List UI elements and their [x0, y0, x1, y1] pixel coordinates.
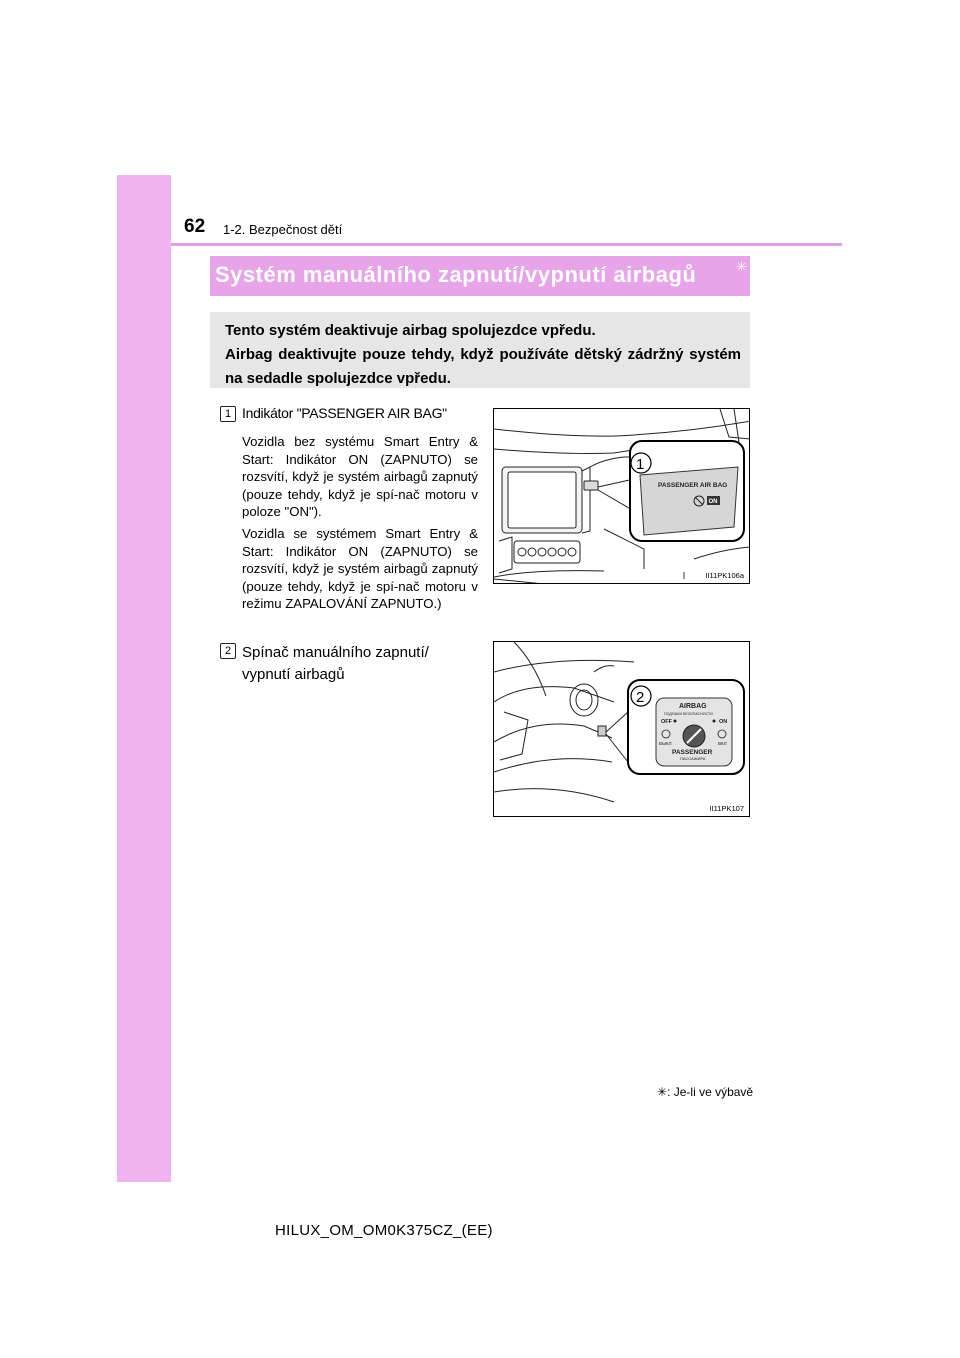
switch-off-label-ru: ВЫКЛ [659, 741, 672, 746]
footnote-mark: ✳ [657, 1085, 668, 1099]
page-title: Systém manuálního zapnutí/vypnutí airbagů [215, 262, 697, 287]
document-code: HILUX_OM_OM0K375CZ_(EE) [275, 1222, 493, 1239]
intro-line-2: Airbag deaktivujte pouze tehdy, když používáte dětský zádržný systém na sedadle spolujezdce vpředu. [225, 346, 741, 387]
intro-line-1: Tento systém deaktivuje airbag spolujezdce vpředu. [225, 322, 596, 339]
header-divider [171, 243, 842, 246]
switch-title: AIRBAG [679, 703, 707, 710]
switch-on-label-ru: ВКЛ [718, 741, 727, 746]
item-1-label: Indikátor "PASSENGER AIR BAG" [242, 405, 447, 421]
panel-label: PASSENGER AIR BAG [658, 482, 728, 489]
chapter-side-tab [117, 175, 171, 1182]
figure-code-2: II11PK107 [709, 804, 744, 813]
item-2-label: Spínač manuálního zapnutí/ vypnutí airbagů [242, 644, 429, 683]
figure-code-1: II11PK106a [705, 571, 744, 580]
optional-equipment-mark: ✳ [736, 259, 747, 274]
item-1-paragraph-2: Vozidla se systémem Smart Entry & Start: Indikátor ON (ZAPNUTO) se rozsvítí, když je systém airbagů zapnutý (pouze tehdy, když je spí-nač motoru v režimu ZAPALOVÁNÍ ZAPNUTO.) [242, 526, 478, 611]
item-number-2: 2 [220, 643, 236, 659]
dashboard-illustration [494, 409, 750, 584]
section-title: 1-2. Bezpečnost dětí [223, 222, 343, 237]
title-band [210, 256, 750, 296]
intro-box [210, 312, 750, 388]
callout-2: 2 [636, 689, 645, 706]
figure-airbag-indicator [493, 408, 750, 584]
page-number: 62 [184, 216, 206, 237]
item-1-paragraph-1: Vozidla bez systému Smart Entry & Start: Indikátor ON (ZAPNUTO) se rozsvítí, když je systém airbagů zapnutý (pouze tehdy, když je spí-nač motoru v poloze "ON"). [242, 434, 478, 519]
switch-on-label: ON [719, 719, 728, 725]
figure-airbag-switch [493, 641, 750, 817]
switch-off-label: OFF [661, 719, 672, 725]
callout-1: 1 [636, 456, 645, 473]
switch-title-ru: ПОДУШКИ БЕЗОПАСНОСТИ [664, 712, 713, 716]
indicator-on-label: ON [708, 499, 718, 505]
footnote-text: : Je-li ve výbavě [667, 1085, 754, 1099]
glovebox-illustration [494, 642, 750, 817]
item-number-1: 1 [220, 406, 236, 422]
switch-bottom-label-ru: ПАССАЖИРА [680, 756, 706, 761]
switch-bottom-label: PASSENGER [672, 749, 713, 756]
footnote [657, 1085, 753, 1099]
